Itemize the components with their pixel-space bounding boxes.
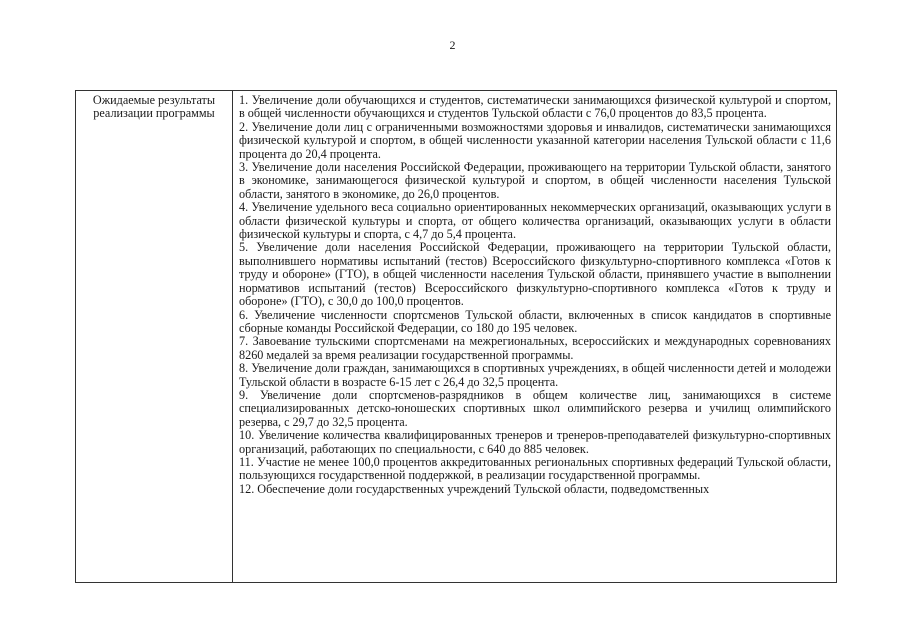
row-label-cell [76, 91, 233, 583]
list-item: 8. Увеличение доли граждан, занимающихся в спортивных учреждениях, в общей численности детей и молодежи Тульской области в возрасте 6-15 лет с 26,4 до 32,5 процента. [239, 361, 831, 389]
row-label: Ожидаемые результаты реализации программы [92, 93, 216, 121]
list-item: 1. Увеличение доли обучающихся и студентов, систематически занимающихся физической культурой и спортом, в общей численности обучающихся и студентов Тульской области с 76,0 процентов до 83,5 процента. [239, 94, 831, 121]
list-item: 4. Увеличение удельного веса социально ориентированных некоммерческих организаций, оказывающих услуги в области физической культуры и спорта, от общего количества организаций, оказывающих услуги в области физической культуры и спорта, с 4,7 до 5,4 процента. [239, 200, 831, 242]
list-item: 7. Завоевание тульскими спортсменами на межрегиональных, всероссийских и международных соревнованиях 8260 медалей за время реализации государственной программы. [239, 334, 831, 362]
list-item: 10. Увеличение количества квалифицированных тренеров и тренеров-преподавателей физкультурно-спортивных организаций, работающих по специальности, с 640 до 885 человек. [239, 428, 831, 456]
list-item: 11. Участие не менее 100,0 процентов аккредитованных региональных спортивных федераций Тульской области, пользующихся государственной поддержкой, в реализации государственной программы. [239, 454, 831, 483]
row-content-cell [233, 91, 837, 583]
list-item: 5. Увеличение доли населения Российской Федерации, проживающего на территории Тульской области, выполнившего нормативы испытаний (тестов) Всероссийского физкультурно-спортивного комплекса «Готов к труду и обороне» (ГТО), в общей численности населения Тульской области, принявшего участие в выполнении нормативов испытаний (тестов) Всероссийского физкультурно-спортивного комплекса «Готов к труду и обороне» (ГТО), с 30,0 до 100,0 процентов. [239, 240, 831, 309]
page-number: 2 [449, 38, 456, 52]
list-item: 6. Увеличение численности спортсменов Тульской области, включенных в список кандидатов в спортивные сборные команды Российской Федерации, со 180 до 195 человек. [239, 307, 831, 335]
list-item: 12. Обеспечение доли государственных учреждений Тульской области, подведомственных [239, 481, 710, 496]
list-item: 9. Увеличение доли спортсменов-разрядников в общем количестве лиц, занимающихся в системе специализированных детско-юношеских спортивных школ олимпийского резерва и училищ олимпийского резерва, с 29,7 до 32,5 процента. [239, 387, 831, 429]
table-row [76, 91, 837, 583]
program-results-table [75, 90, 837, 583]
list-item: 2. Увеличение доли лиц с ограниченными возможностями здоровья и инвалидов, систематически занимающихся физической культурой и спортом, в общей численности указанной категории населения Тульской области с 11,6 процента до 20,4 процента. [239, 119, 831, 161]
results-list [239, 94, 831, 582]
list-item: 3. Увеличение доли населения Российской Федерации, проживающего на территории Тульской области, занятого в экономике, занимающегося физической культурой и спортом, в общей численности населения Тульской области, занятого в экономике, до 26,0 процентов. [239, 160, 831, 201]
